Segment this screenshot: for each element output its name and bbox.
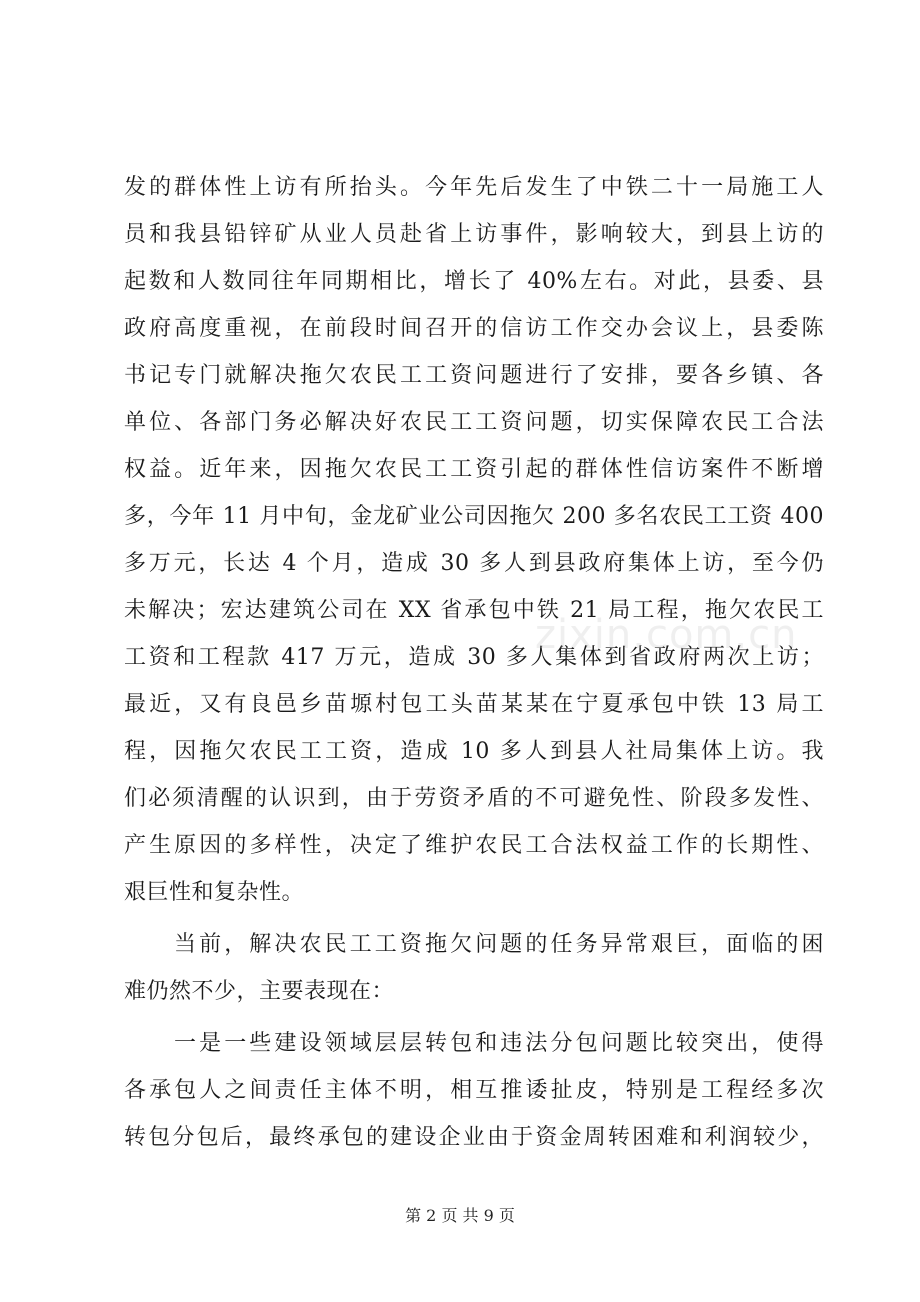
text-line: 单位、各部门务必解决好农民工工资问题，切实保障农民工合法 <box>124 410 824 435</box>
text-line: 最近，又有良邑乡苗塬村包工头苗某某在宁夏承包中铁 13 局工 <box>124 692 824 717</box>
text-line: 发的群体性上访有所抬头。今年先后发生了中铁二十一局施工人 <box>124 175 824 200</box>
text-line: 转包分包后，最终承包的建设企业由于资金周转困难和利润较少， <box>124 1125 824 1150</box>
text-line: 产生原因的多样性，决定了维护农民工合法权益工作的长期性、 <box>124 833 824 858</box>
text-line: 多万元，长达 4 个月，造成 30 多人到县政府集体上访，至今仍 <box>124 551 824 576</box>
watermark: zixin.com.cn <box>535 612 798 658</box>
text-line: 权益。近年来，因拖欠农民工工资引起的群体性信访案件不断增 <box>124 457 824 482</box>
text-line: 当前，解决农民工工资拖欠问题的任务异常艰巨，面临的困 <box>174 932 824 957</box>
text-line: 工资和工程款 417 万元，造成 30 多人集体到省政府两次上访； <box>124 645 824 670</box>
text-line: 未解决；宏达建筑公司在 XX 省承包中铁 21 局工程，拖欠农民工 <box>124 598 824 623</box>
text-line: 书记专门就解决拖欠农民工工资问题进行了安排，要各乡镇、各 <box>124 363 824 388</box>
text-line: 各承包人之间责任主体不明，相互推诿扯皮，特别是工程经多次 <box>124 1078 824 1103</box>
page-footer: 第 2 页 共 9 页 <box>405 1206 515 1225</box>
text-line: 员和我县铅锌矿从业人员赴省上访事件，影响较大，到县上访的 <box>124 222 824 247</box>
text-line: 难仍然不少，主要表现在： <box>124 979 395 1004</box>
text-line: 多，今年 11 月中旬，金龙矿业公司因拖欠 200 多名农民工工资 400 <box>124 504 824 529</box>
text-line: 一是一些建设领域层层转包和违法分包问题比较突出，使得 <box>174 1031 824 1056</box>
text-line: 程，因拖欠农民工工资，造成 10 多人到县人社局集体上访。我 <box>124 739 824 764</box>
text-line: 艰巨性和复杂性。 <box>124 880 305 905</box>
text-line: 起数和人数同往年同期相比，增长了 40%左右。对此，县委、县 <box>124 269 824 294</box>
text-line: 政府高度重视，在前段时间召开的信访工作交办会议上，县委陈 <box>124 316 824 341</box>
text-line: 们必须清醒的认识到，由于劳资矛盾的不可避免性、阶段多发性、 <box>124 786 824 811</box>
